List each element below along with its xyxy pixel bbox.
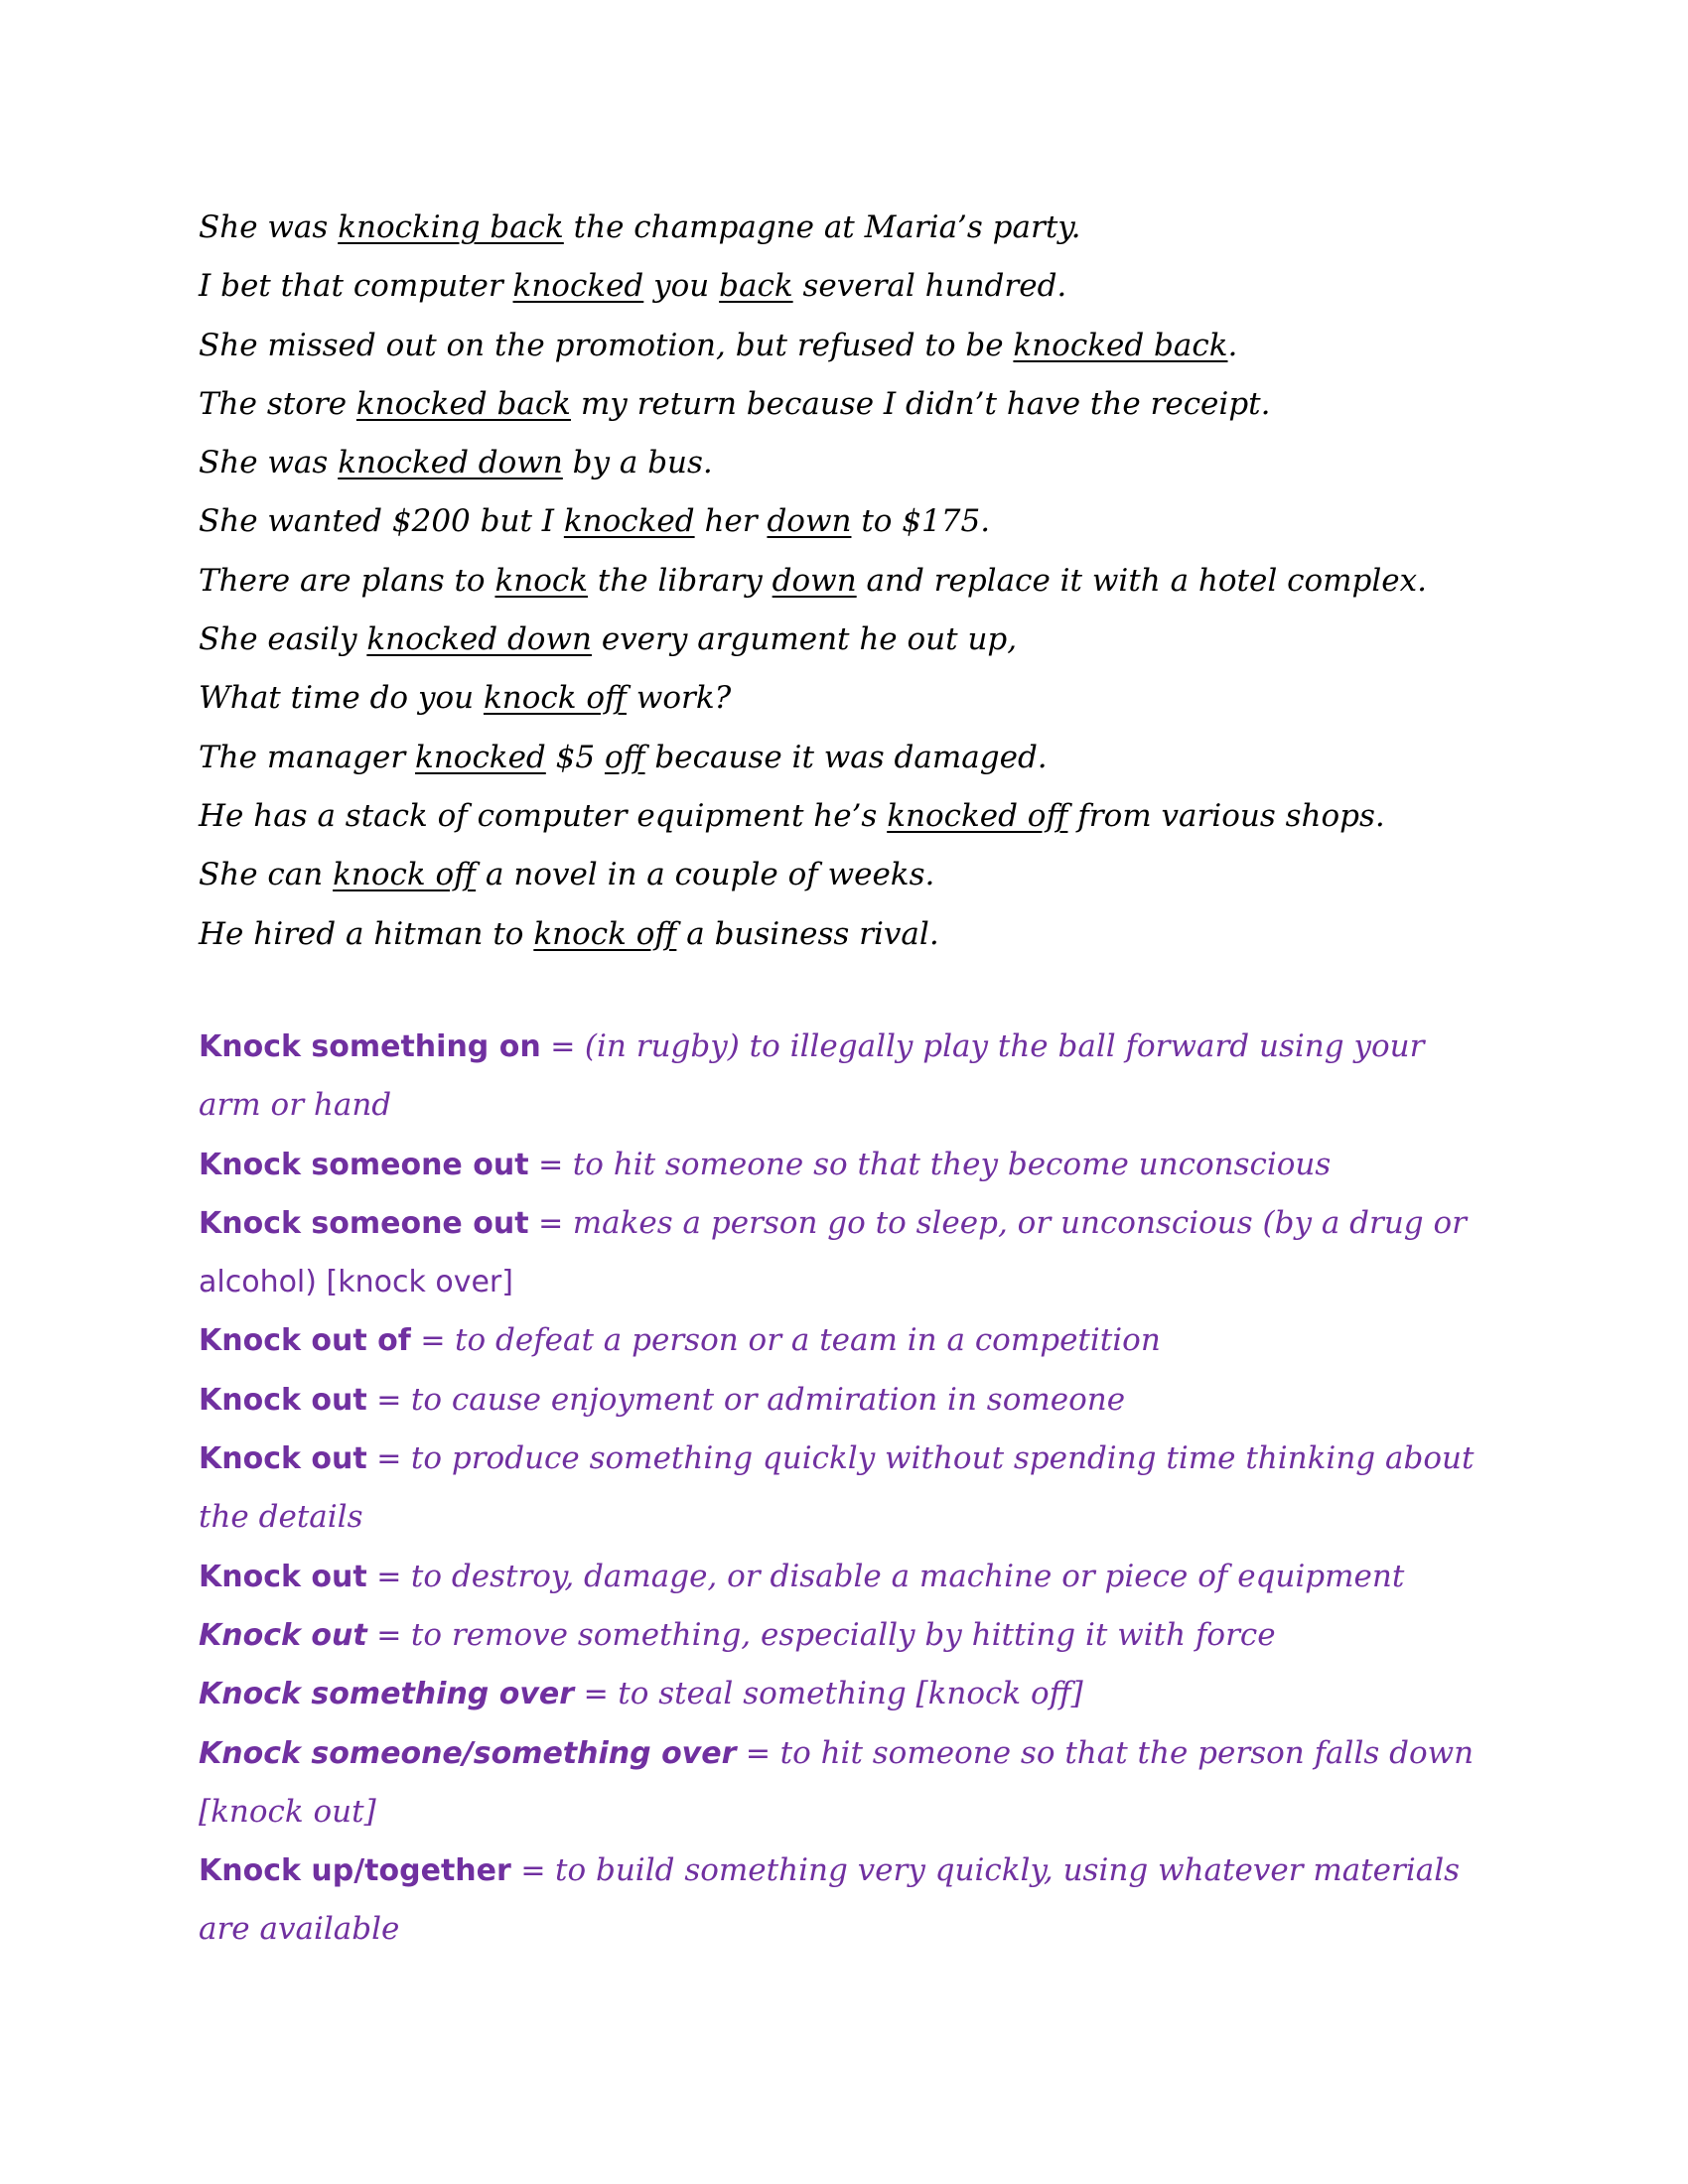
sentence-text: The manager — [199, 739, 416, 775]
definition-entry — [199, 1311, 1489, 1370]
phrasal-verb-term: Knock something on — [199, 1029, 541, 1064]
phrasal-verb-underlined: knock off — [483, 680, 627, 717]
sentence-text: He hired a hitman to — [199, 915, 534, 952]
example-sentences — [199, 199, 1489, 964]
sentence-text: $5 — [545, 739, 605, 775]
example-sentence — [199, 492, 1489, 551]
example-sentence — [199, 905, 1489, 964]
definition-entry — [199, 1194, 1489, 1312]
definition-text: (in rugby) to illegally play the ball forward using your arm or hand — [199, 1028, 1425, 1124]
equals-sign: = — [528, 1205, 573, 1241]
equals-sign: = — [366, 1382, 411, 1418]
phrasal-verb-underlined: knock off — [533, 915, 677, 952]
phrasal-verb-underlined: knocked off — [887, 797, 1068, 834]
sentence-text: The store — [199, 385, 356, 422]
definition-entry — [199, 1548, 1489, 1606]
sentence-text: She was — [199, 445, 339, 481]
example-sentence — [199, 199, 1489, 257]
phrasal-verb-term: Knock up/together — [199, 1853, 511, 1889]
phrasal-verb-term: Knock someone/something over — [199, 1735, 737, 1771]
phrasal-verb-term: Knock out of — [199, 1323, 411, 1359]
example-sentence — [199, 669, 1489, 728]
equals-sign: = — [528, 1147, 573, 1182]
definition-entry — [199, 1606, 1489, 1665]
sentence-text: you — [643, 268, 720, 305]
sentence-text: because it was damaged. — [644, 739, 1048, 775]
sentence-text: work? — [627, 680, 732, 717]
sentence-text: the champagne at Maria’s party. — [563, 209, 1081, 245]
definition-entry — [199, 1371, 1489, 1430]
equals-sign: = — [574, 1677, 619, 1712]
example-sentence — [199, 317, 1489, 375]
equals-sign: = — [366, 1441, 411, 1477]
equals-sign: = — [366, 1559, 411, 1594]
phrasal-verb-underlined: knocked — [415, 739, 546, 775]
sentence-text: to $175. — [851, 503, 991, 540]
phrasal-verb-underlined: knocked down — [366, 621, 592, 658]
sentence-text: my return because I didn’t have the receipt. — [570, 385, 1271, 422]
example-sentence — [199, 787, 1489, 846]
definition-entry — [199, 1430, 1489, 1548]
definition-entry — [199, 1724, 1489, 1843]
phrasal-verb-underlined: knocked — [512, 268, 644, 305]
sentence-text: I bet that computer — [199, 268, 513, 305]
phrasal-verb-term: Knock someone out — [199, 1205, 529, 1241]
example-sentence — [199, 375, 1489, 434]
equals-sign: = — [410, 1323, 456, 1359]
sentence-text: a novel in a couple of weeks. — [476, 857, 935, 893]
phrasal-verb-underlined: off — [604, 739, 645, 775]
definition-entry — [199, 1136, 1489, 1194]
equals-sign: = — [510, 1853, 556, 1889]
sentence-text: What time do you — [199, 680, 484, 717]
definition-text: makes a person go to sleep, or unconscious (by a drug or — [572, 1204, 1467, 1241]
equals-sign: = — [540, 1029, 585, 1064]
phrasal-verb-definitions — [199, 1018, 1489, 1960]
phrasal-verb-term: Knock someone out — [199, 1147, 529, 1182]
phrasal-verb-underlined: knocked — [563, 503, 695, 540]
example-sentence — [199, 846, 1489, 904]
definition-text: to destroy, damage, or disable a machine or piece of equipment — [410, 1558, 1405, 1594]
example-sentence — [199, 611, 1489, 669]
phrasal-verb-term: Knock out — [199, 1382, 367, 1418]
phrasal-verb-underlined: knocked back — [355, 385, 571, 422]
sentence-text: a business rival. — [676, 915, 939, 952]
definition-text: to cause enjoyment or admiration in someone — [410, 1381, 1126, 1418]
definition-text: to produce something quickly without spending time thinking about the details — [199, 1440, 1475, 1536]
sentence-text: She missed out on the promotion, but refused to be — [199, 327, 1014, 363]
definition-text: to hit someone so that the person falls down [knock out] — [199, 1734, 1475, 1830]
sentence-text: . — [1227, 327, 1238, 363]
phrasal-verb-underlined: down — [772, 562, 857, 599]
sentence-text: by a bus. — [562, 445, 713, 481]
sentence-text: and replace it with a hotel complex. — [856, 562, 1427, 599]
sentence-text: every argument he out up, — [591, 621, 1018, 658]
phrasal-verb-underlined: knock off — [333, 857, 477, 893]
phrasal-verb-term: Knock out — [199, 1559, 367, 1594]
definition-text: to remove something, especially by hitting it with force — [410, 1616, 1276, 1653]
sentence-text: She was — [199, 209, 339, 245]
example-sentence — [199, 257, 1489, 316]
sentence-text: There are plans to — [199, 562, 495, 599]
sentence-text: He has a stack of computer equipment he’s — [199, 797, 888, 834]
definition-text: to defeat a person or a team in a competition — [455, 1322, 1161, 1359]
definition-entry — [199, 1842, 1489, 1960]
definition-entry — [199, 1665, 1489, 1723]
sentence-text: her — [694, 503, 768, 540]
phrasal-verb-underlined: knocking back — [338, 209, 564, 245]
sentence-text: She wanted $200 but I — [199, 503, 564, 540]
sentence-text: She can — [199, 857, 334, 893]
definition-text: to steal something [knock off] — [618, 1676, 1083, 1712]
example-sentence — [199, 729, 1489, 787]
phrasal-verb-underlined: down — [767, 503, 852, 540]
example-sentence — [199, 434, 1489, 492]
sentence-text: from various shops. — [1067, 797, 1385, 834]
example-sentence — [199, 552, 1489, 611]
phrasal-verb-underlined: back — [719, 268, 793, 305]
phrasal-verb-term: Knock out — [199, 1441, 367, 1477]
sentence-text: the library — [588, 562, 773, 599]
phrasal-verb-underlined: knock — [494, 562, 589, 599]
equals-sign: = — [736, 1735, 780, 1771]
equals-sign: = — [366, 1617, 411, 1653]
definition-continuation: alcohol) [knock over] — [199, 1265, 513, 1300]
phrasal-verb-underlined: knocked down — [338, 445, 563, 481]
definition-text: to hit someone so that they become unconscious — [572, 1146, 1332, 1182]
phrasal-verb-term: Knock something over — [199, 1677, 575, 1712]
phrasal-verb-underlined: knocked back — [1013, 327, 1228, 363]
definition-text: to build something very quickly, using whatever materials are available — [199, 1852, 1461, 1948]
phrasal-verb-term: Knock out — [199, 1617, 367, 1653]
definition-entry — [199, 1018, 1489, 1136]
sentence-text: She easily — [199, 621, 367, 658]
sentence-text: several hundred. — [792, 268, 1067, 305]
